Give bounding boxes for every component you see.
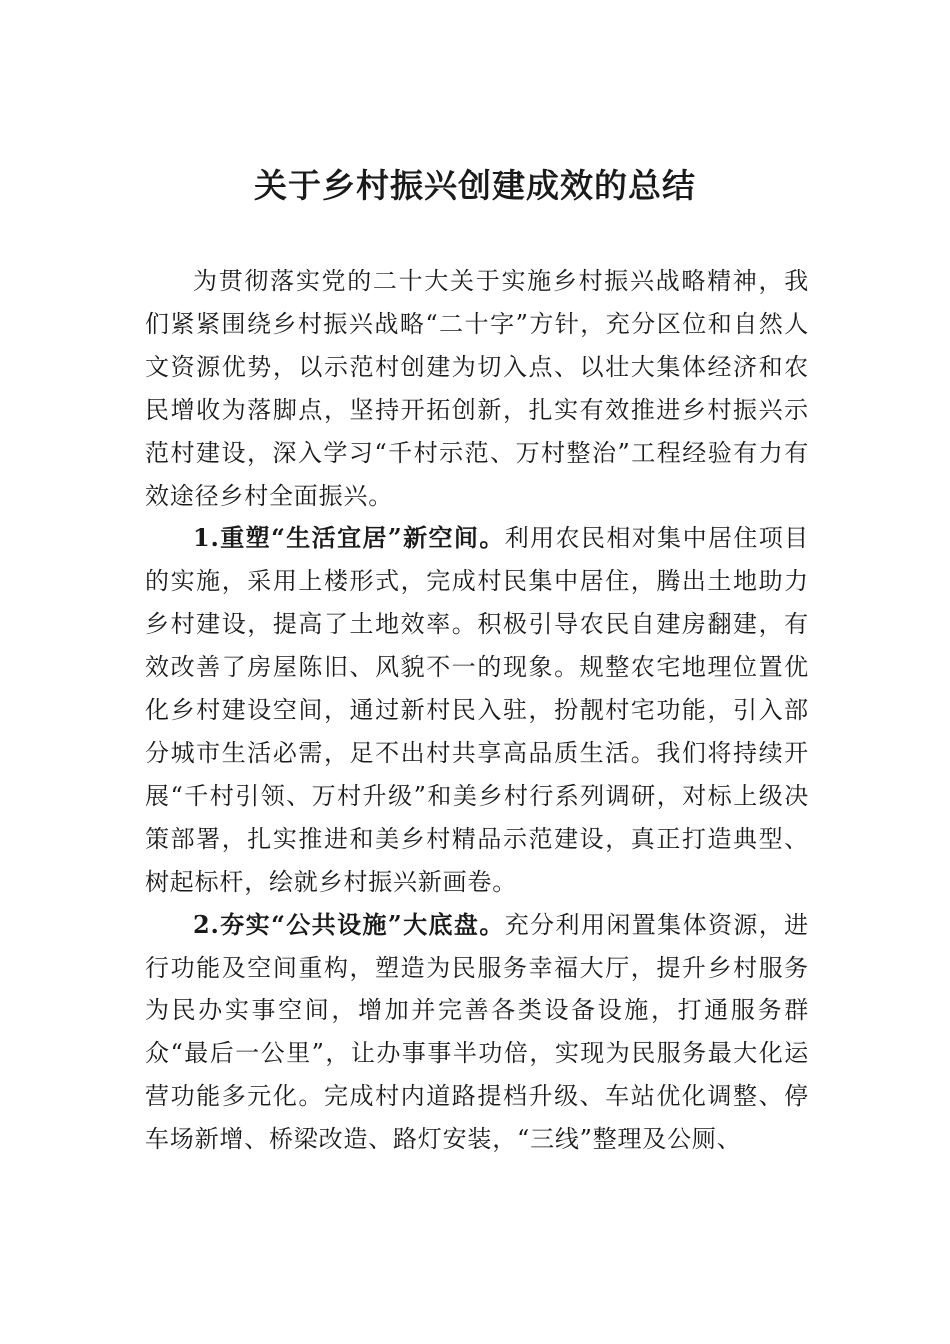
paragraph-public-facilities bbox=[145, 904, 809, 1161]
paragraph-text: 充分利用闲置集体资源，进行功能及空间重构，塑造为民服务幸福大厅，提升乡村服务为民办实事空间，增加并完善各类设备设施，打通服务群众“最后一公里”，让办事事半功倍，实现为民服务最大化运营功能多元化。完成村内道路提档升级、车站优化调整、停车场新增、桥梁改造、路灯安装，“三线”整理及公厕、 bbox=[145, 910, 809, 1154]
paragraph-heading: 2.夯实“公共设施”大底盘。 bbox=[193, 909, 505, 939]
paragraph-intro bbox=[145, 260, 809, 517]
paragraph-living-space bbox=[145, 517, 809, 903]
paragraph-heading: 1.重塑“生活宜居”新空间。 bbox=[193, 523, 505, 553]
document-body bbox=[145, 260, 809, 1161]
paragraph-text: 利用农民相对集中居住项目的实施，采用上楼形式，完成村民集中居住，腾出土地助力乡村建设，提高了土地效率。积极引导农民自建房翻建，有效改善了房屋陈旧、风貌不一的现象。规整农宅地理位置优化乡村建设空间，通过新村民入驻，扮靓村宅功能，引入部分城市生活必需，足不出村共享高品质生活。我们将持续开展“千村引领、万村升级”和美乡村行系列调研，对标上级决策部署，扎实推进和美乡村精品示范建设，真正打造典型、树起标杆，绘就乡村振兴新画卷。 bbox=[145, 524, 809, 896]
paragraph-text: 为贯彻落实党的二十大关于实施乡村振兴战略精神，我们紧紧围绕乡村振兴战略“二十字”方针，充分区位和自然人文资源优势，以示范村创建为切入点、以壮大集体经济和农民增收为落脚点，坚持开拓创新，扎实有效推进乡村振兴示范村建设，深入学习“千村示范、万村整治”工程经验有力有效途径乡村全面振兴。 bbox=[145, 267, 809, 510]
document-title: 关于乡村振兴创建成效的总结 bbox=[254, 166, 696, 205]
